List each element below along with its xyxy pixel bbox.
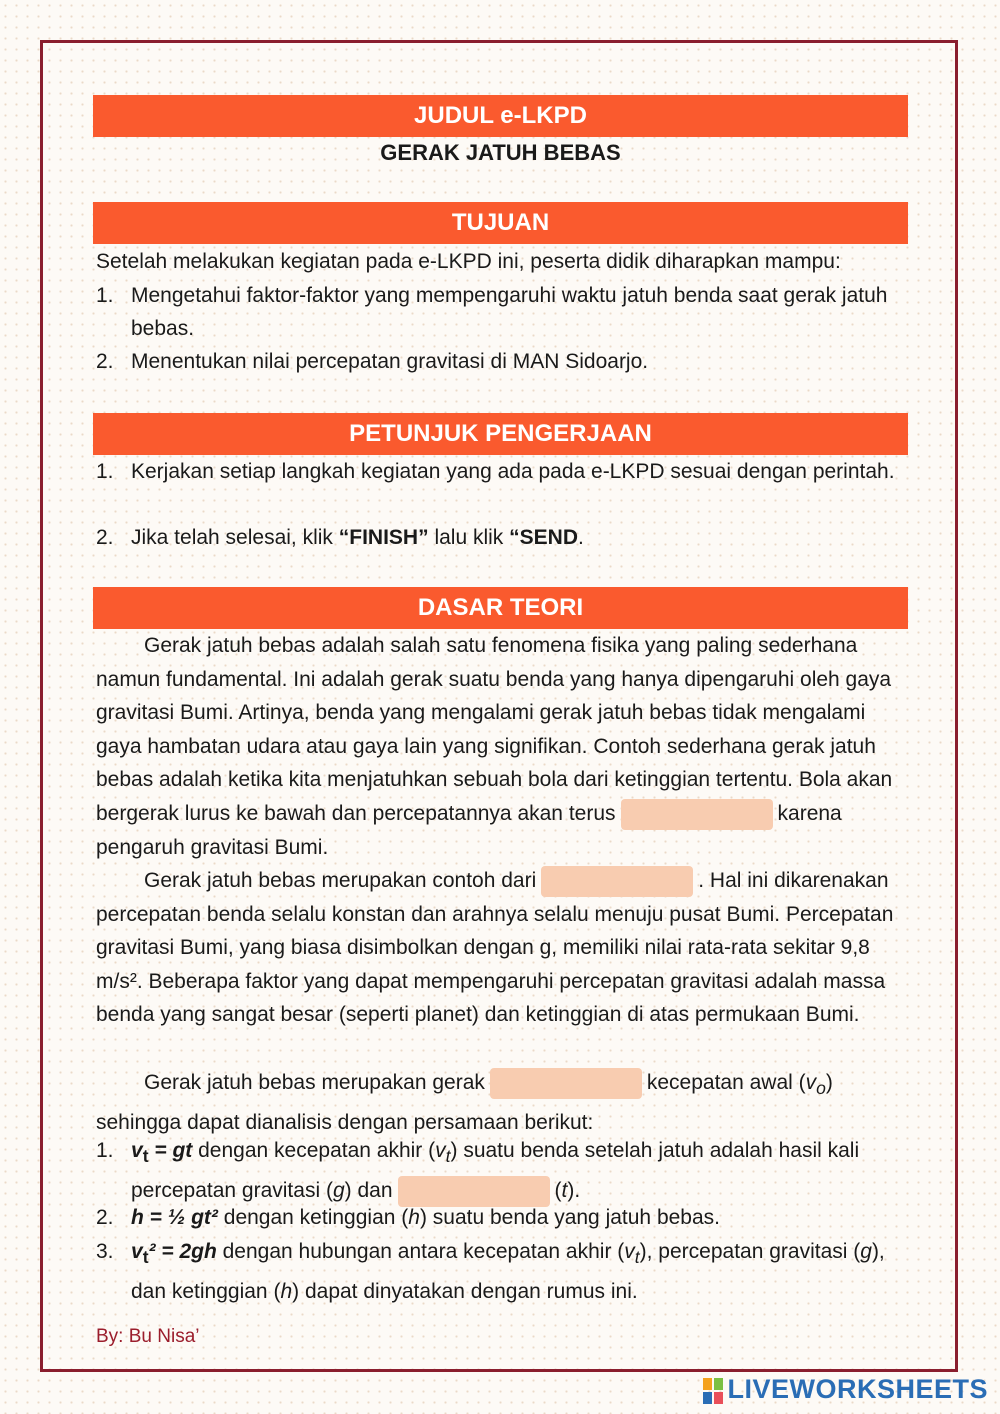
dasar-teori-banner: DASAR TEORI — [93, 587, 908, 629]
send-keyword: “SEND — [509, 526, 578, 549]
author-credit: By: Bu Nisa’ — [96, 1326, 200, 1347]
liveworksheets-watermark: LIVEWORKSHEETS — [703, 1374, 988, 1405]
teori-paragraph-1: Gerak jatuh bebas adalah salah satu fenomena fisika yang paling sederhana namun fundamental. Ini adalah gerak suatu benda yang hanya dipengaruhi oleh gaya gravitasi Bumi. Artinya, benda yang mengalami gerak jatuh bebas tidak mengalami gaya hambatan udara atau gaya lain yang signifikan. Contoh sederhana gerak jatuh bebas adalah ketika kita menjatuhkan sebuah bola dari ketinggian tertentu. Bola akan bergerak lurus ke bawah dan percepatannya akan terus karena pengaruh gravitasi Bumi. — [96, 634, 893, 859]
page-title: GERAK JATUH BEBAS — [380, 140, 621, 165]
answer-blank-3[interactable] — [490, 1068, 642, 1099]
finish-keyword: “FINISH” — [338, 526, 429, 549]
tujuan-intro: Setelah melakukan kegiatan pada e-LKPD ini, peserta didik diharapkan mampu: — [96, 250, 841, 273]
teori-paragraph-2: Gerak jatuh bebas merupakan contoh dari . Hal ini dikarenakan percepatan benda selalu konstan dan arahnya selalu menuju pusat Bumi. Percepatan gravitasi Bumi, yang biasa disimbolkan dengan g, memiliki nilai rata-rata sekitar 9,8 m/s². Beberapa faktor yang dapat mempengaruhi percepatan gravitasi adalah massa benda yang sangat besar (seperti planet) dan ketinggian di atas permukaan Bumi. — [96, 864, 908, 1032]
tujuan-banner: TUJUAN — [93, 202, 908, 244]
petunjuk-banner: PETUNJUK PENGERJAAN — [93, 413, 908, 455]
answer-blank-1[interactable] — [621, 799, 773, 830]
answer-blank-2[interactable] — [541, 866, 693, 897]
judul-banner: JUDUL e-LKPD — [93, 95, 908, 137]
liveworksheets-logo-icon — [703, 1378, 723, 1404]
teori-paragraph-3: Gerak jatuh bebas merupakan gerak kecepatan awal $(v_o)$ sehingga dapat dianalisis dengan persamaan berikut: — [96, 1066, 908, 1139]
